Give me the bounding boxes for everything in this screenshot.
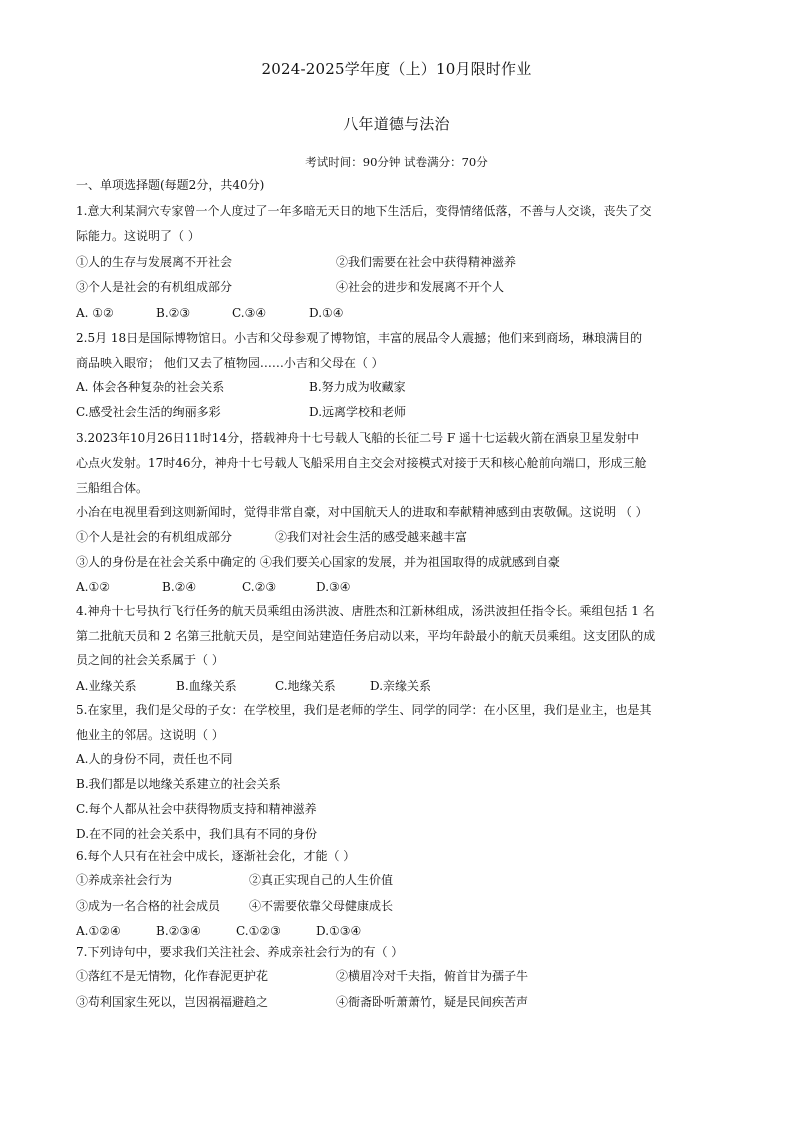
statement-4: ④社会的进步和发展离不开个人: [336, 280, 505, 294]
choice-c: C.地缘关系: [275, 679, 336, 693]
question-2-text-cont: 商品映入眼帘； 他们又去了植物园……小吉和父母在（ ）: [76, 356, 384, 370]
question-4-text: 4.神舟十七号执行飞行任务的航天员乘组由汤洪波、唐胜杰和江新林组成，汤洪波担任指令长。乘组包括 1 名: [76, 604, 655, 618]
question-3-text: 3.2023年10月26日11时14分，搭载神舟十七号载人飞船的长征二号 F 遥十七运载火箭在酒泉卫星发射中: [76, 431, 640, 445]
statement-2: ②我们需要在社会中获得精神滋养: [336, 255, 517, 269]
choice-b: B.努力成为收藏家: [309, 380, 406, 394]
choice-d: D.①③④: [316, 924, 362, 938]
statement-1: ①养成亲社会行为: [76, 873, 173, 887]
question-5-text: 5.在家里，我们是父母的子女：在学校里，我们是老师的学生、同学的同学：在小区里，我们是业主，也是其: [76, 703, 652, 717]
statement-3: ③成为一名合格的社会成员: [76, 899, 221, 913]
statement-3-4: ③人的身份是在社会关系中确定的 ④我们要关心国家的发展，并为祖国取得的成就感到自豪: [76, 555, 560, 569]
choice-b: B.我们都是以地缘关系建立的社会关系: [76, 777, 281, 791]
statement-1: ①人的生存与发展离不开社会: [76, 255, 233, 269]
statement-2: ②我们对社会生活的感受越来越丰富: [275, 530, 468, 544]
subject-title: 八年道德与法治: [343, 115, 450, 133]
choice-b: B.②④: [162, 580, 197, 594]
exam-meta: 考试时间：90分钟 试卷满分：70分: [305, 155, 488, 169]
question-7-text: 7.下列诗句中，要求我们关注社会、养成亲社会行为的有（ ）: [76, 945, 404, 959]
choice-d: D.在不同的社会关系中，我们具有不同的身份: [76, 827, 318, 841]
choice-b: B.血缘关系: [176, 679, 237, 693]
statement-3: ③个人是社会的有机组成部分: [76, 280, 233, 294]
choice-d: D.③④: [316, 580, 351, 594]
question-2-text: 2.5月 18日是国际博物馆日。小吉和父母参观了博物馆，丰富的展品令人震撼；他们来到商场，琳琅满目的: [76, 331, 643, 345]
statement-1: ①落红不是无情物，化作春泥更护花: [76, 969, 269, 983]
choice-a: A.业缘关系: [76, 679, 137, 693]
section-heading: 一、单项选择题(每题2分，共40分): [76, 178, 265, 192]
question-6-text: 6.每个人只有在社会中成长，逐渐社会化，才能（ ）: [76, 849, 356, 863]
statement-2: ②真正实现自己的人生价值: [249, 873, 394, 887]
question-5-text-cont: 他业主的邻居。这说明（ ）: [76, 728, 224, 742]
exam-title: 2024-2025学年度（上）10月限时作业: [261, 60, 532, 78]
choice-d: D.①④: [309, 306, 344, 320]
choice-c: C.每个人都从社会中获得物质支持和精神滋养: [76, 802, 317, 816]
choice-b: B.②③: [156, 306, 191, 320]
choice-a: A. 体会各种复杂的社会关系: [76, 380, 225, 394]
choice-a: A. ①②: [76, 306, 114, 320]
choice-a: A.人的身份不同，责任也不同: [76, 752, 233, 766]
choice-c: C.①②③: [236, 924, 281, 938]
question-3-prompt: 小冶在电视里看到这则新闻时，觉得非常自豪，对中国航天人的进取和奉献精神感到由衷敬佩。这说明 （ ）: [76, 505, 648, 519]
choice-c: C.感受社会生活的绚丽多彩: [76, 405, 221, 419]
question-3-text-cont: 三船组合体。: [76, 481, 149, 495]
question-1-text: 1.意大利某洞穴专家曾一个人度过了一年多暗无天日的地下生活后，变得情绪低落，不善与人交谈，丧失了交: [76, 204, 652, 218]
statement-3: ③苟利国家生死以，岂因祸福避趋之: [76, 995, 269, 1009]
question-1-text-cont: 际能力。这说明了（ ）: [76, 229, 200, 243]
statement-1: ①个人是社会的有机组成部分: [76, 530, 233, 544]
question-4-text-cont: 第二批航天员和 2 名第三批航天员，是空间站建造任务启动以来，平均年龄最小的航天员乘组。这支团队的成: [76, 629, 656, 643]
question-4-text-cont: 员之间的社会关系属于（ ）: [76, 653, 224, 667]
choice-a: A.①②: [76, 580, 110, 594]
statement-4: ④衙斋卧听萧萧竹，疑是民间疾苦声: [336, 995, 529, 1009]
choice-c: C.②③: [242, 580, 277, 594]
statement-4: ④不需要依靠父母健康成长: [249, 899, 394, 913]
question-3-text-cont: 心点火发射。17时46分，神舟十七号载人飞船采用自主交会对接模式对接于天和核心舱前向端口，形成三舱: [76, 456, 647, 470]
choice-d: D.远离学校和老师: [309, 405, 407, 419]
choice-c: C.③④: [232, 306, 267, 320]
choice-a: A.①②④: [76, 924, 121, 938]
statement-2: ②横眉冷对千夫指，俯首甘为孺子牛: [336, 969, 529, 983]
choice-d: D.亲缘关系: [370, 679, 432, 693]
choice-b: B.②③④: [156, 924, 201, 938]
